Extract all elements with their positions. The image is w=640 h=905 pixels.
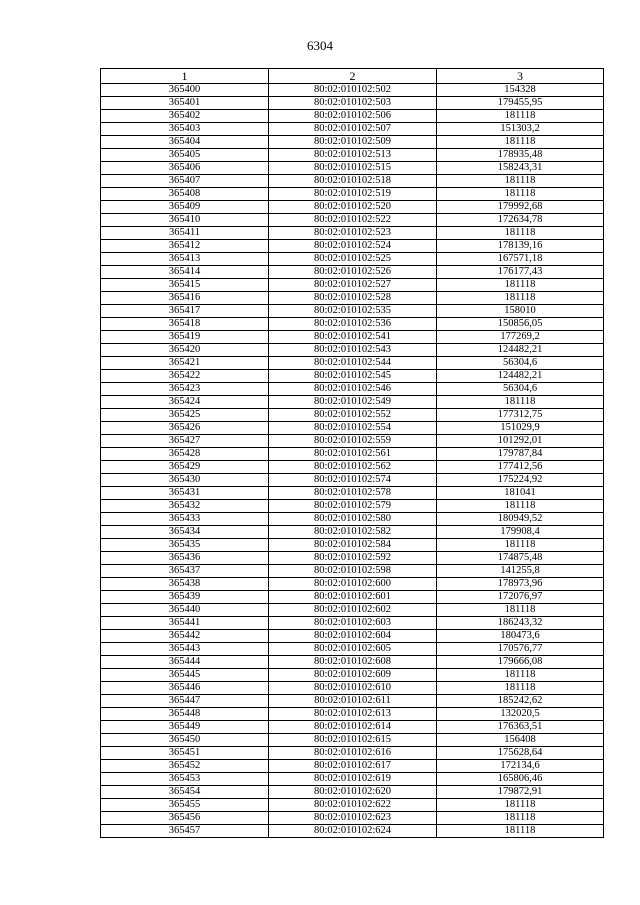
table-row	[101, 773, 604, 786]
table-row	[101, 214, 604, 227]
table-row	[101, 669, 604, 682]
value-cell: 56304,6	[437, 357, 604, 370]
table-row	[101, 422, 604, 435]
row-number-cell: 365416	[101, 292, 269, 305]
value-cell: 186243,32	[437, 617, 604, 630]
table-row	[101, 552, 604, 565]
table-row	[101, 747, 604, 760]
value-cell: 179666,08	[437, 656, 604, 669]
cadastral-number-cell: 80:02:010102:535	[269, 305, 437, 318]
cadastral-number-cell: 80:02:010102:582	[269, 526, 437, 539]
table-row	[101, 409, 604, 422]
table-row	[101, 383, 604, 396]
row-number-cell: 365442	[101, 630, 269, 643]
cadastral-number-cell: 80:02:010102:609	[269, 669, 437, 682]
table-row	[101, 188, 604, 201]
cadastral-number-cell: 80:02:010102:562	[269, 461, 437, 474]
table-row	[101, 578, 604, 591]
row-number-cell: 365454	[101, 786, 269, 799]
value-cell: 181118	[437, 188, 604, 201]
row-number-cell: 365448	[101, 708, 269, 721]
value-cell: 181118	[437, 227, 604, 240]
table-row	[101, 617, 604, 630]
cadastral-number-cell: 80:02:010102:502	[269, 84, 437, 97]
row-number-cell: 365430	[101, 474, 269, 487]
row-number-cell: 365452	[101, 760, 269, 773]
table-row	[101, 305, 604, 318]
row-number-cell: 365441	[101, 617, 269, 630]
row-number-cell: 365410	[101, 214, 269, 227]
row-number-cell: 365432	[101, 500, 269, 513]
cadastral-number-cell: 80:02:010102:622	[269, 799, 437, 812]
cadastral-number-cell: 80:02:010102:522	[269, 214, 437, 227]
value-cell: 174875,48	[437, 552, 604, 565]
row-number-cell: 365407	[101, 175, 269, 188]
cadastral-number-cell: 80:02:010102:617	[269, 760, 437, 773]
value-cell: 181118	[437, 500, 604, 513]
value-cell: 101292,01	[437, 435, 604, 448]
value-cell: 181118	[437, 175, 604, 188]
row-number-cell: 365415	[101, 279, 269, 292]
value-cell: 179872,91	[437, 786, 604, 799]
value-cell: 158010	[437, 305, 604, 318]
table-row	[101, 474, 604, 487]
cadastral-number-cell: 80:02:010102:580	[269, 513, 437, 526]
data-table	[100, 68, 604, 838]
table-row	[101, 461, 604, 474]
cadastral-number-cell: 80:02:010102:592	[269, 552, 437, 565]
column-header-3: 3	[437, 69, 604, 84]
cadastral-number-cell: 80:02:010102:604	[269, 630, 437, 643]
cadastral-number-cell: 80:02:010102:528	[269, 292, 437, 305]
row-number-cell: 365425	[101, 409, 269, 422]
value-cell: 181118	[437, 110, 604, 123]
row-number-cell: 365427	[101, 435, 269, 448]
row-number-cell: 365417	[101, 305, 269, 318]
value-cell: 175628,64	[437, 747, 604, 760]
row-number-cell: 365424	[101, 396, 269, 409]
table-row	[101, 162, 604, 175]
table-row	[101, 266, 604, 279]
value-cell: 172076,97	[437, 591, 604, 604]
row-number-cell: 365422	[101, 370, 269, 383]
row-number-cell: 365420	[101, 344, 269, 357]
row-number-cell: 365447	[101, 695, 269, 708]
table-row	[101, 227, 604, 240]
cadastral-number-cell: 80:02:010102:536	[269, 318, 437, 331]
cadastral-number-cell: 80:02:010102:584	[269, 539, 437, 552]
cadastral-number-cell: 80:02:010102:554	[269, 422, 437, 435]
table-row	[101, 682, 604, 695]
cadastral-number-cell: 80:02:010102:507	[269, 123, 437, 136]
value-cell: 176363,51	[437, 721, 604, 734]
cadastral-number-cell: 80:02:010102:549	[269, 396, 437, 409]
value-cell: 151303,2	[437, 123, 604, 136]
cadastral-number-cell: 80:02:010102:544	[269, 357, 437, 370]
cadastral-number-cell: 80:02:010102:526	[269, 266, 437, 279]
row-number-cell: 365450	[101, 734, 269, 747]
value-cell: 124482,21	[437, 370, 604, 383]
value-cell: 179455,95	[437, 97, 604, 110]
cadastral-number-cell: 80:02:010102:524	[269, 240, 437, 253]
value-cell: 181118	[437, 396, 604, 409]
row-number-cell: 365449	[101, 721, 269, 734]
cadastral-number-cell: 80:02:010102:616	[269, 747, 437, 760]
table-row	[101, 513, 604, 526]
table-row	[101, 97, 604, 110]
value-cell: 179787,84	[437, 448, 604, 461]
row-number-cell: 365456	[101, 812, 269, 825]
table-row	[101, 734, 604, 747]
cadastral-number-cell: 80:02:010102:603	[269, 617, 437, 630]
row-number-cell: 365455	[101, 799, 269, 812]
table-row	[101, 526, 604, 539]
cadastral-number-cell: 80:02:010102:513	[269, 149, 437, 162]
value-cell: 178139,16	[437, 240, 604, 253]
value-cell: 132020,5	[437, 708, 604, 721]
row-number-cell: 365438	[101, 578, 269, 591]
table-row	[101, 357, 604, 370]
table-row	[101, 292, 604, 305]
cadastral-number-cell: 80:02:010102:561	[269, 448, 437, 461]
cadastral-number-cell: 80:02:010102:608	[269, 656, 437, 669]
row-number-cell: 365444	[101, 656, 269, 669]
value-cell: 172134,6	[437, 760, 604, 773]
value-cell: 172634,78	[437, 214, 604, 227]
value-cell: 180473,6	[437, 630, 604, 643]
value-cell: 151029,9	[437, 422, 604, 435]
value-cell: 177312,75	[437, 409, 604, 422]
value-cell: 176177,43	[437, 266, 604, 279]
table-header-row	[101, 69, 604, 84]
cadastral-number-cell: 80:02:010102:520	[269, 201, 437, 214]
cadastral-number-cell: 80:02:010102:620	[269, 786, 437, 799]
table-row	[101, 695, 604, 708]
table-row	[101, 201, 604, 214]
value-cell: 180949,52	[437, 513, 604, 526]
row-number-cell: 365428	[101, 448, 269, 461]
cadastral-number-cell: 80:02:010102:559	[269, 435, 437, 448]
table-row	[101, 370, 604, 383]
cadastral-number-cell: 80:02:010102:615	[269, 734, 437, 747]
value-cell: 181041	[437, 487, 604, 500]
cadastral-number-cell: 80:02:010102:545	[269, 370, 437, 383]
value-cell: 56304,6	[437, 383, 604, 396]
cadastral-number-cell: 80:02:010102:506	[269, 110, 437, 123]
cadastral-number-cell: 80:02:010102:509	[269, 136, 437, 149]
table-row	[101, 656, 604, 669]
table-row	[101, 825, 604, 838]
table-row	[101, 279, 604, 292]
cadastral-number-cell: 80:02:010102:543	[269, 344, 437, 357]
row-number-cell: 365445	[101, 669, 269, 682]
value-cell: 181118	[437, 812, 604, 825]
value-cell: 179908,4	[437, 526, 604, 539]
value-cell: 179992,68	[437, 201, 604, 214]
table-row	[101, 630, 604, 643]
cadastral-number-cell: 80:02:010102:574	[269, 474, 437, 487]
cadastral-number-cell: 80:02:010102:619	[269, 773, 437, 786]
table-row	[101, 565, 604, 578]
table-row	[101, 84, 604, 97]
value-cell: 185242,62	[437, 695, 604, 708]
row-number-cell: 365406	[101, 162, 269, 175]
table-row	[101, 591, 604, 604]
table-row	[101, 799, 604, 812]
value-cell: 181118	[437, 669, 604, 682]
table-row	[101, 136, 604, 149]
row-number-cell: 365409	[101, 201, 269, 214]
table-row	[101, 500, 604, 513]
row-number-cell: 365408	[101, 188, 269, 201]
cadastral-number-cell: 80:02:010102:503	[269, 97, 437, 110]
row-number-cell: 365451	[101, 747, 269, 760]
table-row	[101, 643, 604, 656]
row-number-cell: 365434	[101, 526, 269, 539]
value-cell: 181118	[437, 825, 604, 838]
cadastral-number-cell: 80:02:010102:527	[269, 279, 437, 292]
value-cell: 150856,05	[437, 318, 604, 331]
cadastral-number-cell: 80:02:010102:605	[269, 643, 437, 656]
value-cell: 178935,48	[437, 149, 604, 162]
cadastral-number-cell: 80:02:010102:546	[269, 383, 437, 396]
table-row	[101, 331, 604, 344]
value-cell: 181118	[437, 279, 604, 292]
row-number-cell: 365403	[101, 123, 269, 136]
value-cell: 165806,46	[437, 773, 604, 786]
table-row	[101, 539, 604, 552]
cadastral-number-cell: 80:02:010102:601	[269, 591, 437, 604]
cadastral-number-cell: 80:02:010102:579	[269, 500, 437, 513]
table-body	[101, 84, 604, 838]
page-number: 6304	[307, 38, 333, 53]
value-cell: 156408	[437, 734, 604, 747]
table-row	[101, 123, 604, 136]
table-row	[101, 448, 604, 461]
value-cell: 181118	[437, 799, 604, 812]
cadastral-number-cell: 80:02:010102:623	[269, 812, 437, 825]
cadastral-number-cell: 80:02:010102:602	[269, 604, 437, 617]
cadastral-number-cell: 80:02:010102:598	[269, 565, 437, 578]
value-cell: 181118	[437, 136, 604, 149]
cadastral-number-cell: 80:02:010102:515	[269, 162, 437, 175]
value-cell: 178973,96	[437, 578, 604, 591]
row-number-cell: 365443	[101, 643, 269, 656]
row-number-cell: 365439	[101, 591, 269, 604]
row-number-cell: 365418	[101, 318, 269, 331]
row-number-cell: 365440	[101, 604, 269, 617]
value-cell: 170576,77	[437, 643, 604, 656]
table-row	[101, 812, 604, 825]
table-row	[101, 240, 604, 253]
row-number-cell: 365400	[101, 84, 269, 97]
cadastral-number-cell: 80:02:010102:614	[269, 721, 437, 734]
table-row	[101, 253, 604, 266]
row-number-cell: 365411	[101, 227, 269, 240]
value-cell: 124482,21	[437, 344, 604, 357]
row-number-cell: 365402	[101, 110, 269, 123]
table-row	[101, 175, 604, 188]
row-number-cell: 365431	[101, 487, 269, 500]
value-cell: 177412,56	[437, 461, 604, 474]
cadastral-number-cell: 80:02:010102:541	[269, 331, 437, 344]
table-row	[101, 487, 604, 500]
cadastral-number-cell: 80:02:010102:519	[269, 188, 437, 201]
cadastral-number-cell: 80:02:010102:518	[269, 175, 437, 188]
table-row	[101, 786, 604, 799]
row-number-cell: 365446	[101, 682, 269, 695]
table-row	[101, 318, 604, 331]
table-row	[101, 149, 604, 162]
cadastral-number-cell: 80:02:010102:600	[269, 578, 437, 591]
row-number-cell: 365435	[101, 539, 269, 552]
table-row	[101, 604, 604, 617]
cadastral-number-cell: 80:02:010102:610	[269, 682, 437, 695]
value-cell: 181118	[437, 682, 604, 695]
value-cell: 181118	[437, 539, 604, 552]
value-cell: 158243,31	[437, 162, 604, 175]
value-cell: 181118	[437, 604, 604, 617]
row-number-cell: 365405	[101, 149, 269, 162]
row-number-cell: 365414	[101, 266, 269, 279]
value-cell: 141255,8	[437, 565, 604, 578]
column-header-2: 2	[269, 69, 437, 84]
table-row	[101, 435, 604, 448]
row-number-cell: 365437	[101, 565, 269, 578]
value-cell: 154328	[437, 84, 604, 97]
column-header-1: 1	[101, 69, 269, 84]
cadastral-number-cell: 80:02:010102:578	[269, 487, 437, 500]
row-number-cell: 365404	[101, 136, 269, 149]
value-cell: 181118	[437, 292, 604, 305]
row-number-cell: 365412	[101, 240, 269, 253]
cadastral-number-cell: 80:02:010102:611	[269, 695, 437, 708]
table-row	[101, 344, 604, 357]
value-cell: 177269,2	[437, 331, 604, 344]
cadastral-number-cell: 80:02:010102:525	[269, 253, 437, 266]
table-row	[101, 721, 604, 734]
row-number-cell: 365401	[101, 97, 269, 110]
table-row	[101, 396, 604, 409]
cadastral-number-cell: 80:02:010102:523	[269, 227, 437, 240]
row-number-cell: 365429	[101, 461, 269, 474]
row-number-cell: 365457	[101, 825, 269, 838]
row-number-cell: 365453	[101, 773, 269, 786]
row-number-cell: 365419	[101, 331, 269, 344]
value-cell: 167571,18	[437, 253, 604, 266]
table-row	[101, 708, 604, 721]
row-number-cell: 365433	[101, 513, 269, 526]
table-row	[101, 760, 604, 773]
cadastral-number-cell: 80:02:010102:552	[269, 409, 437, 422]
value-cell: 175224,92	[437, 474, 604, 487]
row-number-cell: 365421	[101, 357, 269, 370]
row-number-cell: 365413	[101, 253, 269, 266]
table-row	[101, 110, 604, 123]
cadastral-number-cell: 80:02:010102:613	[269, 708, 437, 721]
row-number-cell: 365426	[101, 422, 269, 435]
row-number-cell: 365423	[101, 383, 269, 396]
row-number-cell: 365436	[101, 552, 269, 565]
cadastral-number-cell: 80:02:010102:624	[269, 825, 437, 838]
